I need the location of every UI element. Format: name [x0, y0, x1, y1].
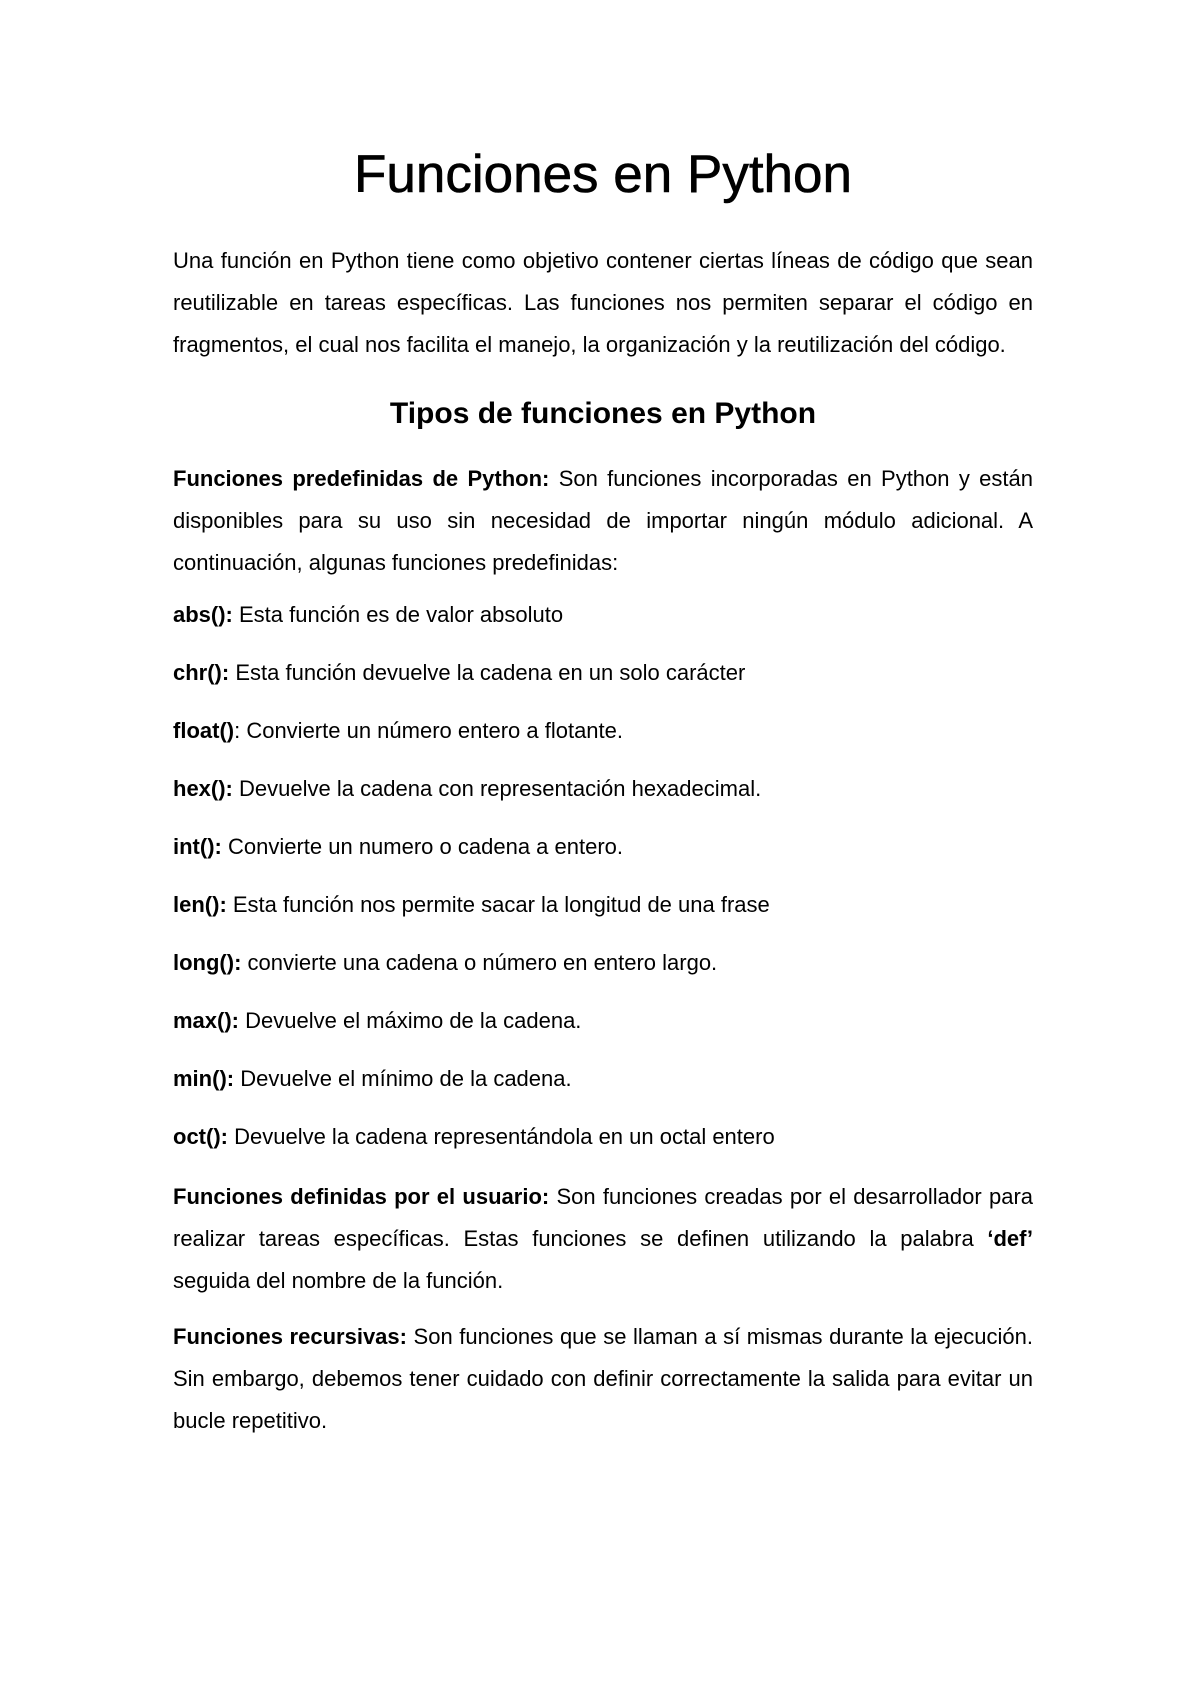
list-item — [173, 830, 1033, 864]
document-body — [173, 140, 1033, 1442]
function-name: abs(): — [173, 602, 233, 627]
function-description: Devuelve la cadena con representación hexadecimal. — [232, 776, 762, 801]
function-description: : Convierte un número entero a flotante. — [234, 718, 623, 743]
predefined-functions-paragraph — [173, 458, 1033, 584]
function-name: min(): — [173, 1066, 235, 1091]
function-description: convierte una cadena o número en entero largo. — [241, 950, 718, 975]
list-item — [173, 888, 1033, 922]
recursive-functions-paragraph — [173, 1316, 1033, 1442]
function-description: Esta función devuelve la cadena en un solo carácter — [229, 660, 746, 685]
predefined-functions-text: Son funciones incorporadas en Python y están disponibles para su uso sin necesidad de importar ningún módulo adicional. A continuación, algunas funciones predefinidas: — [173, 466, 1033, 575]
recursive-functions-term: Funciones recursivas: — [173, 1324, 407, 1349]
function-name: max(): — [173, 1008, 240, 1033]
function-description: Devuelve el máximo de la cadena. — [239, 1008, 582, 1033]
list-item — [173, 1062, 1033, 1096]
user-defined-functions-paragraph — [173, 1176, 1033, 1302]
list-item — [173, 1004, 1033, 1038]
section-heading: Tipos de funciones en Python — [389, 397, 817, 430]
list-item — [173, 598, 1033, 632]
list-item — [173, 656, 1033, 690]
function-description: Esta función es de valor absoluto — [232, 602, 564, 627]
function-name: oct(): — [173, 1124, 228, 1149]
list-item — [173, 772, 1033, 806]
list-item — [173, 1120, 1033, 1154]
function-name: int(): — [173, 834, 222, 859]
function-description: Devuelve el mínimo de la cadena. — [234, 1066, 572, 1091]
list-item — [173, 946, 1033, 980]
function-name: hex(): — [173, 776, 233, 801]
function-name: chr(): — [173, 660, 230, 685]
document-title: Funciones en Python — [354, 145, 852, 204]
def-keyword: ‘def’ — [987, 1226, 1033, 1251]
user-defined-text-after: seguida del nombre de la función. — [173, 1268, 504, 1293]
function-description: Esta función nos permite sacar la longitud de una frase — [226, 892, 770, 917]
predefined-functions-term: Funciones predefinidas de Python: — [173, 466, 550, 491]
list-item — [173, 714, 1033, 748]
user-defined-functions-term: Funciones definidas por el usuario: — [173, 1184, 550, 1209]
builtin-functions-list — [173, 598, 1033, 1154]
recursive-functions-text: Son funciones que se llaman a sí mismas durante la ejecución. Sin embargo, debemos tener cuidado con definir correctamente la salida para evitar un bucle repetitivo. — [173, 1324, 1033, 1433]
function-name: float() — [173, 718, 235, 743]
function-description: Convierte un numero o cadena a entero. — [221, 834, 624, 859]
function-name: long(): — [173, 950, 242, 975]
user-defined-text-before: Son funciones creadas por el desarrollador para realizar tareas específicas. Estas funciones se definen utilizando la palabra — [173, 1184, 1034, 1251]
intro-paragraph: Una función en Python tiene como objetivo contener ciertas líneas de código que sean reutilizable en tareas específicas. Las funciones nos permiten separar el código en fragmentos, el cual nos facilita el manejo, la organización y la reutilización del código. — [173, 248, 1033, 357]
function-description: Devuelve la cadena representándola en un octal entero — [227, 1124, 775, 1149]
function-name: len(): — [173, 892, 227, 917]
